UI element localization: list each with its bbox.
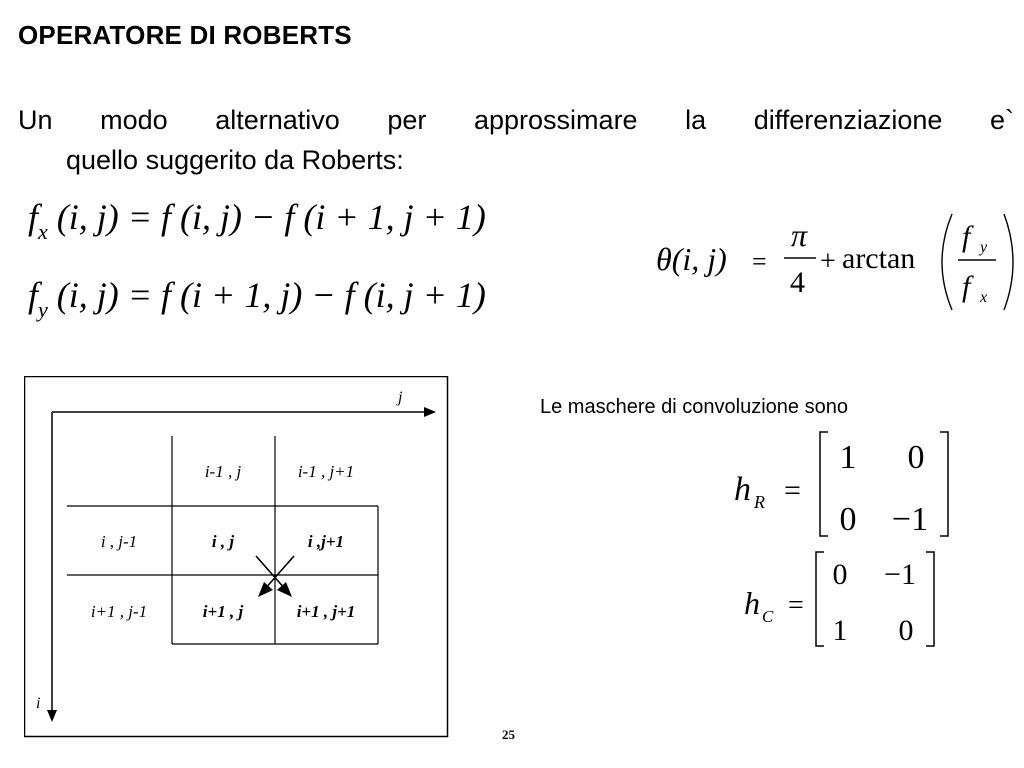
- mask-hC: [740, 548, 950, 650]
- hC-cell-10: 1: [832, 614, 848, 647]
- equation-fx: [28, 196, 486, 245]
- hC-sub: C: [762, 607, 774, 626]
- theta-den-f: f: [962, 270, 971, 303]
- eq-fy-f: f: [28, 275, 39, 315]
- eq-fy-rhs: (i, j) = f (i + 1, j) − f (i, j + 1): [56, 275, 486, 315]
- hR-sub: R: [754, 492, 765, 512]
- hC-h: h: [744, 585, 760, 621]
- hR-cell-11: −1: [891, 501, 929, 538]
- cell-r2c2: i+1 , j+1: [296, 602, 356, 621]
- eq-fx-rhs: (i, j) = f (i, j) − f (i + 1, j + 1): [56, 197, 486, 237]
- eq-fy-sub: y: [38, 297, 48, 322]
- theta-pi: π: [791, 217, 808, 253]
- hR-cell-01: 0: [907, 439, 925, 476]
- hR-h: h: [734, 471, 751, 508]
- hC-cell-00: 0: [832, 558, 848, 591]
- hC-cell-11: 0: [898, 614, 914, 647]
- pixel-neighborhood-figure: [24, 376, 450, 738]
- cell-r1c1: i , j: [211, 532, 235, 551]
- theta-equals: =: [752, 247, 767, 276]
- cell-r1c2: i ,j+1: [307, 532, 345, 551]
- eq-fx-sub: x: [38, 219, 48, 244]
- theta-right-paren: [1004, 214, 1013, 310]
- theta-four: 4: [790, 266, 805, 299]
- hR-equals: =: [784, 474, 801, 507]
- hC-left-bracket: [816, 552, 824, 646]
- cell-r0c2: i-1 , j+1: [297, 462, 355, 481]
- figure-frame: [25, 377, 448, 737]
- slide-title: OPERATORE DI ROBERTS: [18, 20, 352, 50]
- hR-right-bracket: [940, 432, 948, 536]
- hR-left-bracket: [820, 432, 828, 536]
- intro-line-1: Un modo alternativo per approssimare la differenziazione e`: [18, 105, 1014, 135]
- theta-arctan: arctan: [842, 242, 916, 275]
- equation-theta: [656, 210, 1024, 320]
- mask-hR: [730, 428, 960, 540]
- cell-r2c1: i+1 , j: [202, 602, 244, 621]
- cell-r1c0: i , j-1: [100, 532, 138, 551]
- theta-left-paren: [942, 214, 952, 310]
- hC-right-bracket: [926, 552, 934, 646]
- cell-r0c1: i-1 , j: [204, 462, 242, 481]
- eq-fx-f: f: [28, 197, 39, 237]
- axis-i-label: i: [36, 695, 41, 712]
- cell-r2c0: i+1 , j-1: [90, 602, 148, 621]
- theta-plus: +: [820, 246, 836, 277]
- theta-lhs: θ(i, j): [656, 241, 727, 277]
- page-number: 25: [502, 727, 515, 742]
- hC-equals: =: [788, 590, 804, 621]
- theta-den-sub: x: [980, 289, 988, 306]
- hR-cell-10: 0: [839, 501, 857, 538]
- axis-j-label: j: [398, 389, 403, 406]
- masks-caption: Le maschere di convoluzione sono: [540, 396, 848, 418]
- theta-num-f: f: [962, 220, 971, 253]
- equation-fy: [28, 274, 486, 323]
- hR-cell-00: 1: [839, 439, 857, 476]
- intro-paragraph: [18, 100, 1014, 180]
- theta-num-sub: y: [980, 239, 988, 256]
- intro-line-2: quello suggerito da Roberts:: [66, 145, 404, 175]
- hC-cell-01: −1: [884, 558, 916, 591]
